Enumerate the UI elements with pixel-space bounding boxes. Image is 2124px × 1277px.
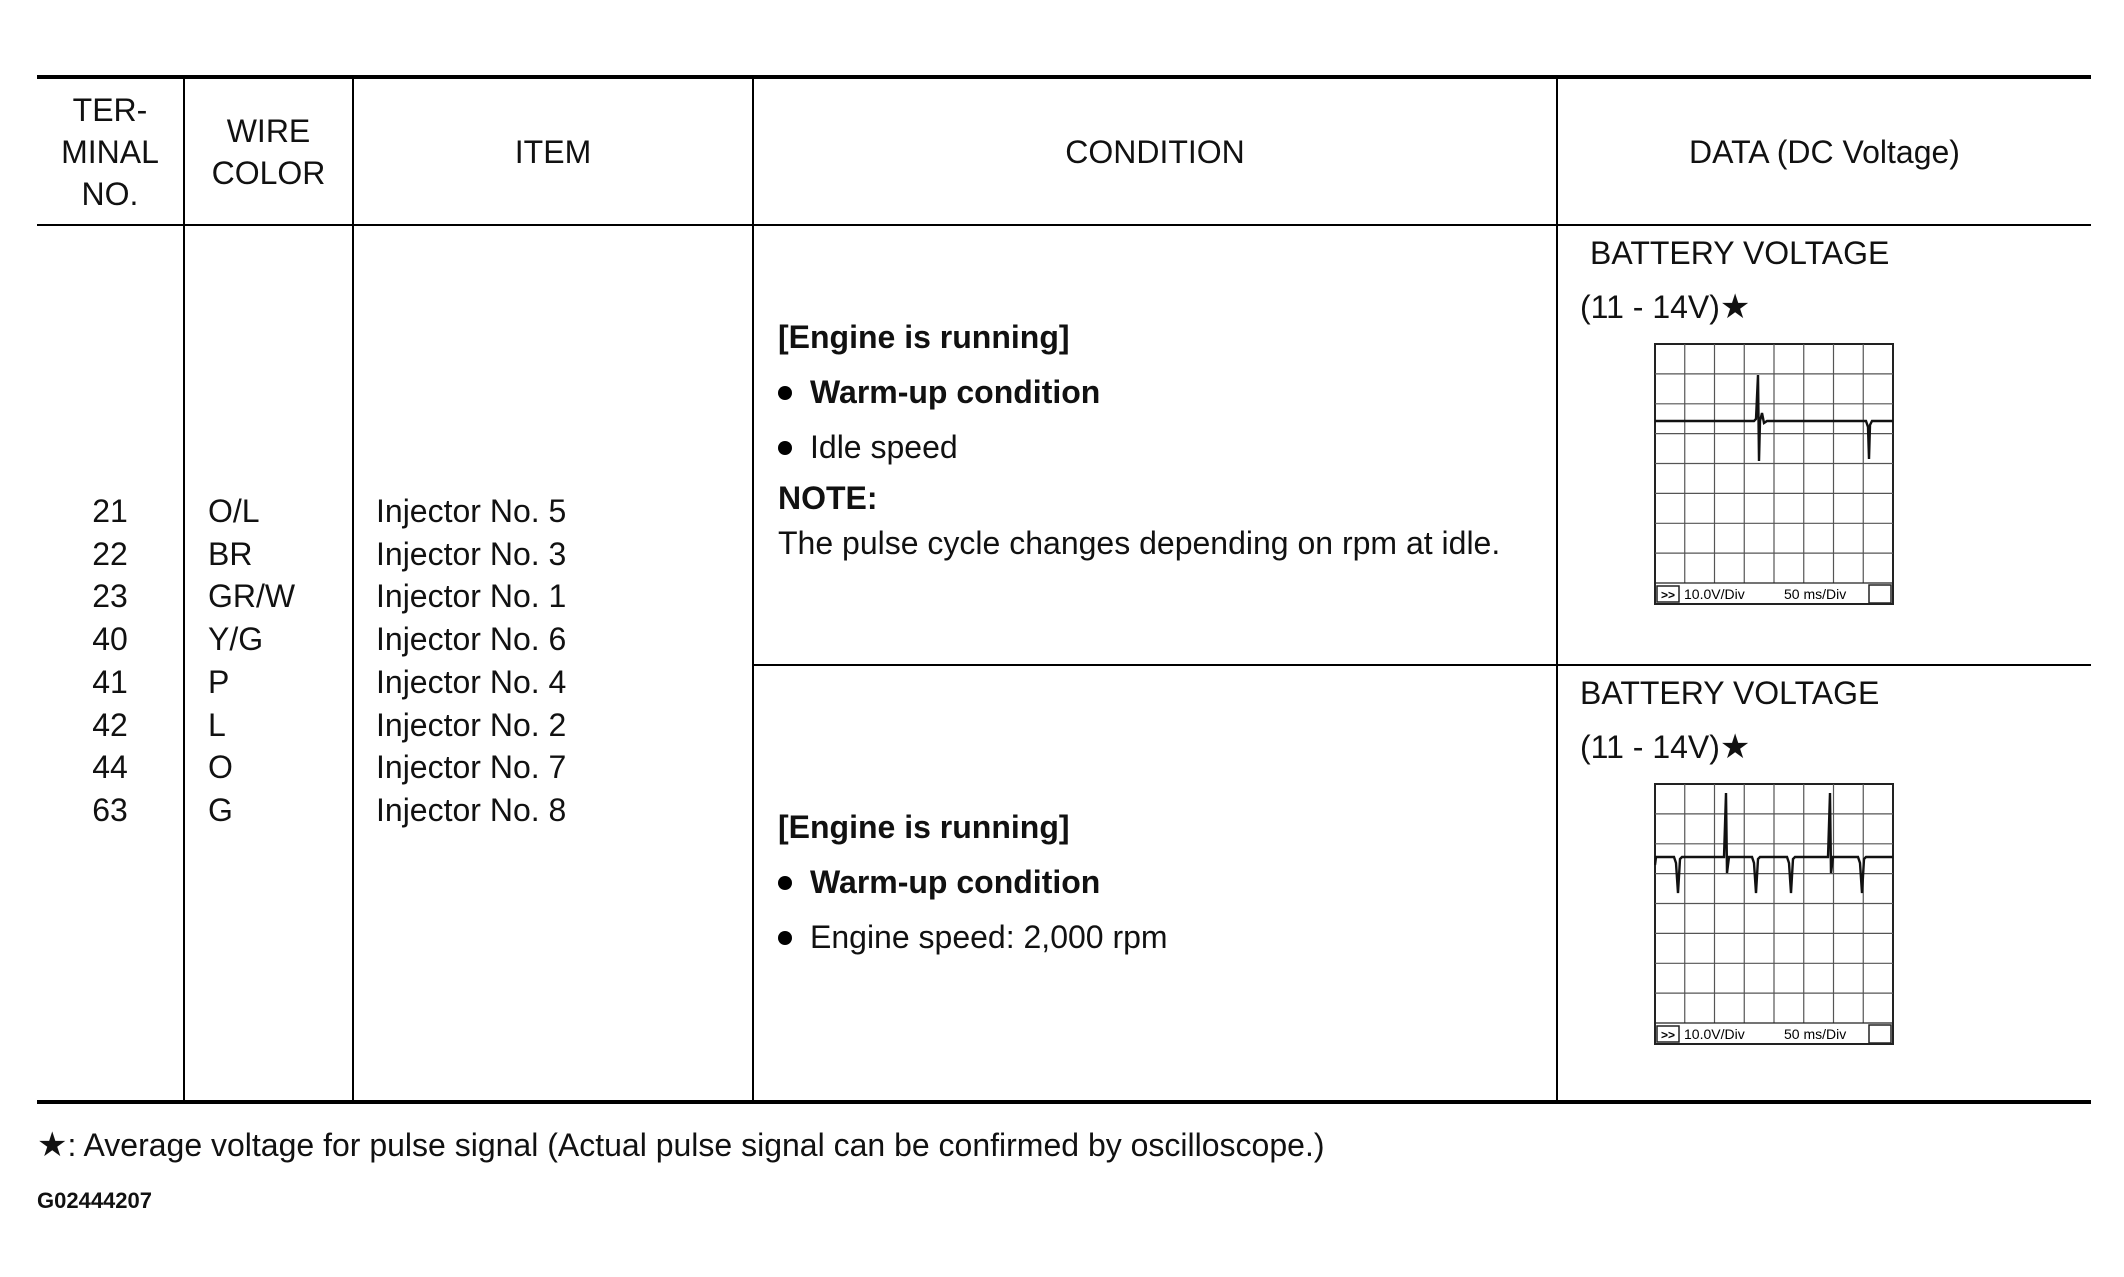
condition-bullet: Engine speed: 2,000 rpm [778,910,1168,965]
bullet-icon [778,386,792,400]
star-icon: ★ [1719,728,1751,766]
scope-time-div: 50 ms/Div [1784,1026,1847,1042]
condition-heading: [Engine is running] [778,809,1070,845]
condition-heading: [Engine is running] [778,319,1070,355]
terminal-no: 63 [92,791,128,828]
oscilloscope-idle [1654,343,1896,607]
col-divider-3 [752,79,754,1101]
note-text: The pulse cycle changes depending on rpm at idle. [778,525,1501,561]
figure-code: G02444207 [37,1188,152,1213]
terminal-no: 44 [92,749,128,786]
bullet-icon [778,876,792,890]
wire-color: G [208,791,233,828]
col-divider-2 [352,79,354,1101]
data-label-row-2: BATTERY VOLTAGE [1580,675,1880,711]
item-name: Injector No. 3 [376,535,567,572]
scope-marker: >> [1660,588,1676,602]
footnote-text: : Average voltage for pulse signal (Actual pulse signal can be confirmed by oscilloscope.) [67,1127,1325,1163]
condition-bullet: Warm-up condition [778,365,1500,420]
wire-color: Y/G [208,621,264,658]
footnote [37,1125,1324,1165]
terminal-list [37,490,183,832]
item-name: Injector No. 8 [376,791,567,828]
wire-color: L [208,706,226,743]
terminal-no: 42 [92,706,128,743]
scope-volt-div: 10.0V/Div [1684,586,1745,602]
header-terminal-no: TER- MINAL NO. [61,91,159,212]
wire-color: GR/W [208,578,296,615]
header-condition: CONDITION [1065,133,1245,170]
star-icon: ★ [37,1126,68,1164]
data-range-row-2: (11 - 14V)★ [1580,728,1751,766]
terminal-no: 22 [92,535,128,572]
data-range-row-1: (11 - 14V)★ [1580,288,1751,326]
oscilloscope-2000rpm [1654,783,1896,1047]
item-name: Injector No. 6 [376,621,567,658]
item-list [376,490,566,832]
header-wire-color: WIRE COLOR [211,112,326,191]
item-name: Injector No. 5 [376,493,567,529]
terminal-no: 21 [92,493,128,529]
condition-row-2 [778,800,1168,965]
terminal-no: 40 [92,621,128,658]
col-divider-1 [183,79,185,1101]
data-label-row-1: BATTERY VOLTAGE [1590,235,1890,271]
wire-color: BR [208,535,253,572]
star-icon: ★ [1719,288,1751,326]
table-bottom-rule [37,1100,2091,1104]
item-name: Injector No. 2 [376,706,567,743]
wire-color: O/L [208,493,260,529]
wire-color-list [208,490,295,832]
terminal-no: 41 [92,663,128,700]
item-name: Injector No. 4 [376,663,567,700]
header-item: ITEM [514,133,592,170]
item-name: Injector No. 1 [376,578,567,615]
note-label: NOTE: [778,480,878,516]
condition-bullet: Idle speed [778,420,1500,475]
wire-color: P [208,663,230,700]
condition-bullet: Warm-up condition [778,855,1168,910]
header-data: DATA (DC Voltage) [1689,133,1960,170]
item-name: Injector No. 7 [376,749,567,786]
bullet-icon [778,441,792,455]
terminal-no: 23 [92,578,128,615]
col-divider-4 [1556,79,1558,1101]
row-divider [752,664,2091,666]
header-bottom-rule [37,224,2091,226]
condition-row-1 [778,310,1500,564]
wire-color: O [208,749,233,786]
bullet-icon [778,931,792,945]
scope-marker: >> [1660,1028,1676,1042]
scope-volt-div: 10.0V/Div [1684,1026,1745,1042]
scope-time-div: 50 ms/Div [1784,586,1847,602]
